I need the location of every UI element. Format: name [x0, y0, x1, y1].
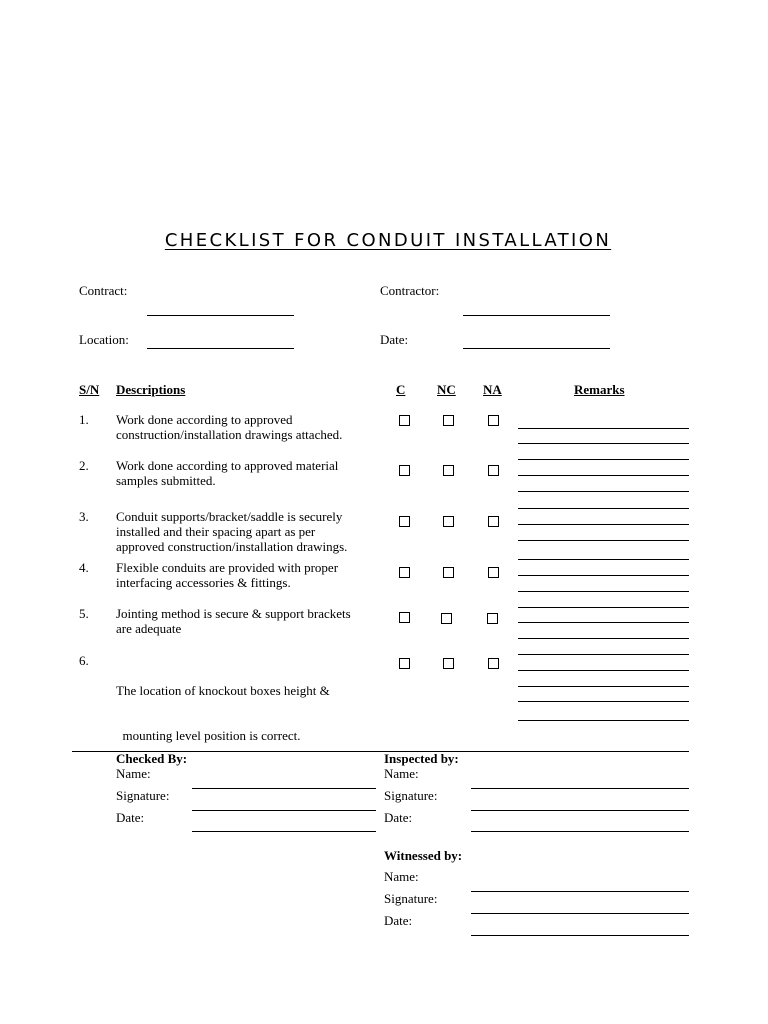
remarks-line[interactable]	[518, 686, 689, 687]
checked-by-name-label: Name:	[116, 766, 151, 781]
row-4-sn: 4.	[79, 560, 89, 575]
inspected-by-name-line[interactable]	[471, 788, 689, 789]
row-5-line-2: are adequate	[116, 621, 182, 636]
remarks-line[interactable]	[518, 670, 689, 671]
row-2-nc-checkbox[interactable]	[443, 465, 454, 476]
row-6-line-2: mounting level position is correct.	[116, 728, 301, 743]
row-4-line-2: interfacing accessories & fittings.	[116, 575, 291, 590]
contractor-label: Contractor:	[380, 283, 440, 298]
row-5-c-checkbox[interactable]	[399, 612, 410, 623]
row-4-nc-checkbox[interactable]	[443, 567, 454, 578]
row-2-description	[116, 458, 376, 488]
row-4-description	[116, 560, 376, 590]
remarks-line[interactable]	[518, 508, 689, 509]
witnessed-by-name-line[interactable]	[471, 891, 689, 892]
date-field-line[interactable]	[463, 348, 610, 349]
remarks-line[interactable]	[518, 475, 689, 476]
row-6-nc-checkbox[interactable]	[443, 658, 454, 669]
row-2-line-1: Work done according to approved material	[116, 458, 339, 473]
row-5-nc-checkbox[interactable]	[441, 613, 452, 624]
contractor-field-line[interactable]	[463, 315, 610, 316]
inspected-by-date-line[interactable]	[471, 831, 689, 832]
remarks-line[interactable]	[518, 443, 689, 444]
remarks-line[interactable]	[518, 524, 689, 525]
inspected-by-signature-label: Signature:	[384, 788, 438, 803]
witnessed-by-date-line[interactable]	[471, 935, 689, 936]
inspected-by-label: Inspected by:	[384, 751, 459, 766]
row-3-sn: 3.	[79, 509, 89, 524]
header-remarks: Remarks	[574, 382, 625, 397]
row-1-nc-checkbox[interactable]	[443, 415, 454, 426]
row-2-sn: 2.	[79, 458, 89, 473]
row-6-line-1: The location of knockout boxes height &	[116, 683, 330, 698]
witnessed-by-signature-line[interactable]	[471, 913, 689, 914]
checked-by-name-line[interactable]	[192, 788, 376, 789]
row-5-na-checkbox[interactable]	[487, 613, 498, 624]
witnessed-by-date-label: Date:	[384, 913, 413, 928]
row-6-c-checkbox[interactable]	[399, 658, 410, 669]
row-3-nc-checkbox[interactable]	[443, 516, 454, 527]
contract-label: Contract:	[79, 283, 128, 298]
date-label: Date:	[380, 332, 409, 347]
remarks-line[interactable]	[518, 622, 689, 623]
checked-by-date-label: Date:	[116, 810, 145, 825]
document-title: CHECKLIST FOR CONDUIT INSTALLATION	[164, 230, 612, 251]
row-4-line-1: Flexible conduits are provided with proper	[116, 560, 339, 575]
header-na: NA	[483, 382, 502, 397]
row-6-description	[116, 653, 376, 758]
remarks-line[interactable]	[518, 701, 689, 702]
inspected-by-name-label: Name:	[384, 766, 419, 781]
header-nc: NC	[437, 382, 456, 397]
row-1-description	[116, 412, 376, 442]
header-c: C	[396, 382, 406, 397]
witnessed-by-signature-label: Signature:	[384, 891, 438, 906]
row-3-line-1: Conduit supports/bracket/saddle is securely	[116, 509, 343, 524]
row-1-line-2: construction/installation drawings attached.	[116, 427, 343, 442]
remarks-line[interactable]	[518, 654, 689, 655]
row-3-description	[116, 509, 376, 554]
inspected-by-signature-line[interactable]	[471, 810, 689, 811]
row-1-c-checkbox[interactable]	[399, 415, 410, 426]
row-5-description	[116, 606, 376, 636]
row-3-line-3: approved construction/installation drawings.	[116, 539, 348, 554]
header-sn: S/N	[79, 382, 100, 397]
row-5-sn: 5.	[79, 606, 89, 621]
row-5-line-1: Jointing method is secure & support brackets	[116, 606, 351, 621]
row-4-c-checkbox[interactable]	[399, 567, 410, 578]
row-2-line-2: samples submitted.	[116, 473, 216, 488]
row-4-na-checkbox[interactable]	[488, 567, 499, 578]
checked-by-date-line[interactable]	[192, 831, 376, 832]
remarks-line[interactable]	[518, 428, 689, 429]
checked-by-signature-line[interactable]	[192, 810, 376, 811]
row-3-na-checkbox[interactable]	[488, 516, 499, 527]
remarks-line[interactable]	[518, 540, 689, 541]
remarks-line[interactable]	[518, 720, 689, 721]
row-3-line-2: installed and their spacing apart as per	[116, 524, 316, 539]
header-descriptions: Descriptions	[116, 382, 186, 397]
remarks-line[interactable]	[518, 491, 689, 492]
row-2-na-checkbox[interactable]	[488, 465, 499, 476]
witnessed-by-label: Witnessed by:	[384, 848, 463, 863]
remarks-line[interactable]	[518, 459, 689, 460]
remarks-line[interactable]	[518, 575, 689, 576]
location-field-line[interactable]	[147, 348, 294, 349]
row-6-na-checkbox[interactable]	[488, 658, 499, 669]
remarks-line[interactable]	[518, 638, 689, 639]
remarks-line[interactable]	[518, 559, 689, 560]
row-1-na-checkbox[interactable]	[488, 415, 499, 426]
row-3-c-checkbox[interactable]	[399, 516, 410, 527]
row-2-c-checkbox[interactable]	[399, 465, 410, 476]
location-label: Location:	[79, 332, 129, 347]
checked-by-label: Checked By:	[116, 751, 188, 766]
inspected-by-date-label: Date:	[384, 810, 413, 825]
row-1-sn: 1.	[79, 412, 89, 427]
remarks-line[interactable]	[518, 591, 689, 592]
checked-by-signature-label: Signature:	[116, 788, 170, 803]
row-1-line-1: Work done according to approved	[116, 412, 293, 427]
remarks-line[interactable]	[518, 607, 689, 608]
witnessed-by-name-label: Name:	[384, 869, 419, 884]
contract-field-line[interactable]	[147, 315, 294, 316]
row-6-sn: 6.	[79, 653, 89, 668]
